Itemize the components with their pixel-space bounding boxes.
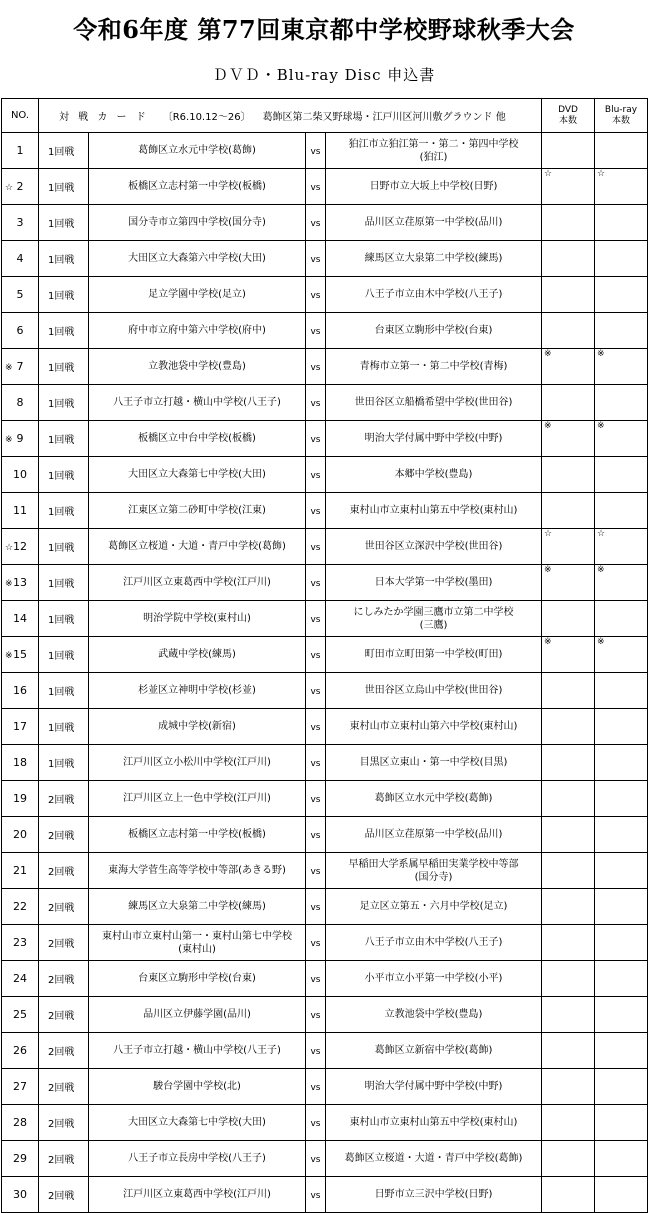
row-number-text: 15 — [13, 648, 27, 661]
header-dvd-count — [542, 99, 595, 133]
team-b-cell: 八王子市立由木中学校(八王子) — [326, 277, 542, 313]
row-number-text: 10 — [13, 468, 27, 481]
bluray-count-input[interactable] — [595, 961, 648, 997]
dvd-count-input[interactable]: ☆ — [542, 529, 595, 565]
team-a-cell: 杉並区立神明中学校(杉並) — [89, 673, 306, 709]
row-round: 2回戦 — [39, 1141, 89, 1177]
row-number-text: 29 — [13, 1152, 27, 1165]
header-match-card — [39, 99, 542, 133]
dvd-count-input[interactable] — [542, 457, 595, 493]
row-number — [2, 961, 39, 997]
team-a-cell: 板橋区立志村第一中学校(板橋) — [89, 169, 306, 205]
table-row — [2, 1033, 648, 1069]
row-round: 1回戦 — [39, 673, 89, 709]
vs-label: vs — [306, 1141, 326, 1177]
row-number-text: 3 — [16, 216, 24, 229]
row-round: 1回戦 — [39, 241, 89, 277]
team-b-cell: 狛江市立狛江第一・第二・第四中学校 (狛江) — [326, 133, 542, 169]
header-bluray-line1: Blu-ray — [604, 104, 638, 115]
row-mark: ※ — [5, 362, 13, 373]
team-a-cell: 成城中学校(新宿) — [89, 709, 306, 745]
vs-label: vs — [306, 1033, 326, 1069]
vs-label: vs — [306, 745, 326, 781]
dvd-count-input[interactable] — [542, 745, 595, 781]
page-title: 令和6年度 第77回東京都中学校野球秋季大会 — [73, 15, 575, 44]
row-round: 2回戦 — [39, 997, 89, 1033]
bluray-count-input[interactable] — [595, 817, 648, 853]
team-a-cell: 八王子市立打越・横山中学校(八王子) — [89, 1033, 306, 1069]
row-number — [2, 637, 39, 673]
row-number-text: 24 — [13, 972, 27, 985]
row-number — [2, 601, 39, 637]
table-row — [2, 637, 648, 673]
row-number — [2, 853, 39, 889]
dvd-count-input[interactable] — [542, 1177, 595, 1213]
dvd-count-input[interactable] — [542, 817, 595, 853]
dvd-count-input[interactable] — [542, 1141, 595, 1177]
team-b-cell: 八王子市立由木中学校(八王子) — [326, 925, 542, 961]
row-round: 2回戦 — [39, 817, 89, 853]
row-number — [2, 277, 39, 313]
table-row — [2, 169, 648, 205]
vs-label: vs — [306, 241, 326, 277]
team-a-cell: 江戸川区立東葛西中学校(江戸川) — [89, 565, 306, 601]
team-b-cell: 葛飾区立桜道・大道・青戸中学校(葛飾) — [326, 1141, 542, 1177]
header-no: NO. — [2, 99, 39, 133]
team-b-cell: 台東区立駒形中学校(台東) — [326, 313, 542, 349]
team-b-cell: 葛飾区立水元中学校(葛飾) — [326, 781, 542, 817]
table-row — [2, 277, 648, 313]
row-number — [2, 529, 39, 565]
row-round: 1回戦 — [39, 601, 89, 637]
team-a-cell: 東海大学菅生高等学校中等部(あきる野) — [89, 853, 306, 889]
team-b-cell: 東村山市立東村山第五中学校(東村山) — [326, 493, 542, 529]
row-number — [2, 673, 39, 709]
team-b-cell: 足立区立第五・六月中学校(足立) — [326, 889, 542, 925]
team-a-cell: 府中市立府中第六中学校(府中) — [89, 313, 306, 349]
dvd-count-input[interactable] — [542, 673, 595, 709]
form-subtitle: ＤＶＤ・Blu-ray Disc 申込書 — [212, 66, 436, 84]
row-round: 1回戦 — [39, 565, 89, 601]
header-card-label: 対 戦 カ ー ド — [59, 112, 149, 123]
row-number-text: 18 — [13, 756, 27, 769]
vs-label: vs — [306, 997, 326, 1033]
team-a-cell: 葛飾区立水元中学校(葛飾) — [89, 133, 306, 169]
dvd-count-input[interactable] — [542, 997, 595, 1033]
dvd-count-input[interactable] — [542, 889, 595, 925]
team-b-cell: 明治大学付属中野中学校(中野) — [326, 421, 542, 457]
table-row — [2, 817, 648, 853]
team-a-cell: 江戸川区立東葛西中学校(江戸川) — [89, 1177, 306, 1213]
row-round: 2回戦 — [39, 1033, 89, 1069]
dvd-count-input[interactable] — [542, 205, 595, 241]
vs-label: vs — [306, 853, 326, 889]
table-row — [2, 241, 648, 277]
table-row — [2, 745, 648, 781]
table-row — [2, 385, 648, 421]
bluray-count-input[interactable]: ※ — [595, 565, 648, 601]
row-number-text: 17 — [13, 720, 27, 733]
bluray-count-input[interactable] — [595, 673, 648, 709]
row-round: 2回戦 — [39, 889, 89, 925]
table-row — [2, 565, 648, 601]
row-number — [2, 349, 39, 385]
row-number — [2, 241, 39, 277]
team-a-cell: 駿台学園中学校(北) — [89, 1069, 306, 1105]
team-b-cell: 小平市立小平第一中学校(小平) — [326, 961, 542, 997]
dvd-count-input[interactable]: ※ — [542, 637, 595, 673]
header-dvd-line2: 本数 — [558, 115, 577, 126]
team-a-cell: 江戸川区立上一色中学校(江戸川) — [89, 781, 306, 817]
bluray-count-input[interactable] — [595, 1177, 648, 1213]
team-a-cell: 明治学院中学校(東村山) — [89, 601, 306, 637]
row-round: 2回戦 — [39, 1105, 89, 1141]
row-number-text: 27 — [13, 1080, 27, 1093]
table-row — [2, 529, 648, 565]
table-row — [2, 205, 648, 241]
dvd-count-input[interactable]: ※ — [542, 421, 595, 457]
row-mark: ※ — [5, 578, 13, 589]
row-round: 1回戦 — [39, 313, 89, 349]
team-b-cell: にしみたか学園三鷹市立第二中学校 (三鷹) — [326, 601, 542, 637]
vs-label: vs — [306, 349, 326, 385]
team-b-cell: 日本大学第一中学校(墨田) — [326, 565, 542, 601]
bluray-count-input[interactable] — [595, 205, 648, 241]
row-round: 2回戦 — [39, 1177, 89, 1213]
team-b-cell: 日野市立大坂上中学校(日野) — [326, 169, 542, 205]
row-number — [2, 205, 39, 241]
row-mark: ☆ — [5, 182, 14, 193]
team-a-cell: 台東区立駒形中学校(台東) — [89, 961, 306, 997]
row-number-text: 8 — [16, 396, 24, 409]
row-number — [2, 817, 39, 853]
dvd-count-input[interactable] — [542, 241, 595, 277]
row-number — [2, 1069, 39, 1105]
row-round: 1回戦 — [39, 133, 89, 169]
header-bluray-line2: 本数 — [611, 115, 630, 126]
row-round: 1回戦 — [39, 421, 89, 457]
bluray-count-input[interactable]: ※ — [595, 637, 648, 673]
bluray-count-input[interactable] — [595, 781, 648, 817]
row-number-text: 22 — [13, 900, 27, 913]
bluray-count-input[interactable] — [595, 385, 648, 421]
vs-label: vs — [306, 493, 326, 529]
dvd-count-input[interactable] — [542, 853, 595, 889]
row-mark: ☆ — [5, 542, 14, 553]
header-bluray-count — [595, 99, 648, 133]
team-b-cell: 品川区立荏原第一中学校(品川) — [326, 817, 542, 853]
team-a-cell: 板橋区立志村第一中学校(板橋) — [89, 817, 306, 853]
bluray-count-input[interactable] — [595, 997, 648, 1033]
dvd-count-input[interactable]: ※ — [542, 349, 595, 385]
table-row — [2, 853, 648, 889]
row-number-text: 19 — [13, 792, 27, 805]
row-number — [2, 457, 39, 493]
vs-label: vs — [306, 169, 326, 205]
team-a-cell: 武蔵中学校(練馬) — [89, 637, 306, 673]
row-round: 1回戦 — [39, 529, 89, 565]
row-number — [2, 385, 39, 421]
team-a-cell: 品川区立伊藤学園(品川) — [89, 997, 306, 1033]
row-number — [2, 421, 39, 457]
bluray-count-input[interactable] — [595, 493, 648, 529]
header-dates: 〔R6.10.12～26〕 — [162, 112, 251, 123]
team-b-cell: 品川区立荏原第一中学校(品川) — [326, 205, 542, 241]
team-a-cell: 練馬区立大泉第二中学校(練馬) — [89, 889, 306, 925]
table-row — [2, 1069, 648, 1105]
vs-label: vs — [306, 565, 326, 601]
vs-label: vs — [306, 817, 326, 853]
table-row — [2, 781, 648, 817]
team-a-cell: 足立学園中学校(足立) — [89, 277, 306, 313]
bluray-count-input[interactable] — [595, 889, 648, 925]
vs-label: vs — [306, 1069, 326, 1105]
header-dvd-line1: DVD — [558, 104, 578, 115]
table-row — [2, 961, 648, 997]
vs-label: vs — [306, 709, 326, 745]
vs-label: vs — [306, 133, 326, 169]
bluray-count-input[interactable]: ☆ — [595, 169, 648, 205]
table-row — [2, 457, 648, 493]
row-number-text: 2 — [16, 180, 24, 193]
row-mark: ※ — [5, 434, 13, 445]
table-row — [2, 925, 648, 961]
row-mark: ※ — [5, 650, 13, 661]
team-a-cell: 葛飾区立桜道・大道・青戸中学校(葛飾) — [89, 529, 306, 565]
row-number-text: 14 — [13, 612, 27, 625]
vs-label: vs — [306, 313, 326, 349]
team-a-cell: 八王子市立打越・横山中学校(八王子) — [89, 385, 306, 421]
bluray-count-input[interactable] — [595, 241, 648, 277]
team-b-cell: 目黒区立東山・第一中学校(目黒) — [326, 745, 542, 781]
table-row — [2, 493, 648, 529]
vs-label: vs — [306, 637, 326, 673]
bluray-count-input[interactable] — [595, 277, 648, 313]
row-number — [2, 745, 39, 781]
row-round: 1回戦 — [39, 457, 89, 493]
table-row — [2, 997, 648, 1033]
bluray-count-input[interactable] — [595, 853, 648, 889]
dvd-count-input[interactable] — [542, 601, 595, 637]
vs-label: vs — [306, 457, 326, 493]
team-b-cell: 世田谷区立船橋希望中学校(世田谷) — [326, 385, 542, 421]
team-a-cell: 国分寺市立第四中学校(国分寺) — [89, 205, 306, 241]
row-number-text: 20 — [13, 828, 27, 841]
row-number-text: 12 — [13, 540, 27, 553]
vs-label: vs — [306, 385, 326, 421]
team-b-cell: 本郷中学校(豊島) — [326, 457, 542, 493]
row-number — [2, 169, 39, 205]
vs-label: vs — [306, 1177, 326, 1213]
row-number — [2, 1177, 39, 1213]
dvd-count-input[interactable] — [542, 709, 595, 745]
team-b-cell: 立教池袋中学校(豊島) — [326, 997, 542, 1033]
row-number-text: 21 — [13, 864, 27, 877]
row-number — [2, 565, 39, 601]
row-number-text: 5 — [16, 288, 24, 301]
bluray-count-input[interactable] — [595, 313, 648, 349]
dvd-count-input[interactable]: ※ — [542, 565, 595, 601]
dvd-count-input[interactable] — [542, 781, 595, 817]
bluray-count-input[interactable]: ※ — [595, 349, 648, 385]
team-b-cell: 明治大学付属中野中学校(中野) — [326, 1069, 542, 1105]
match-table — [1, 98, 648, 1213]
row-round: 1回戦 — [39, 349, 89, 385]
vs-label: vs — [306, 961, 326, 997]
row-number-text: 4 — [16, 252, 24, 265]
bluray-count-input[interactable]: ※ — [595, 421, 648, 457]
bluray-count-input[interactable] — [595, 601, 648, 637]
team-b-cell: 練馬区立大泉第二中学校(練馬) — [326, 241, 542, 277]
row-number — [2, 313, 39, 349]
row-number — [2, 1141, 39, 1177]
team-a-cell: 八王子市立長房中学校(八王子) — [89, 1141, 306, 1177]
row-number-text: 9 — [16, 432, 24, 445]
row-number — [2, 925, 39, 961]
bluray-count-input[interactable] — [595, 745, 648, 781]
vs-label: vs — [306, 925, 326, 961]
vs-label: vs — [306, 781, 326, 817]
row-number — [2, 709, 39, 745]
bluray-count-input[interactable] — [595, 1033, 648, 1069]
row-round: 2回戦 — [39, 853, 89, 889]
dvd-count-input[interactable] — [542, 493, 595, 529]
row-round: 1回戦 — [39, 277, 89, 313]
team-a-cell: 大田区立大森第六中学校(大田) — [89, 241, 306, 277]
dvd-count-input[interactable] — [542, 925, 595, 961]
table-row — [2, 1141, 648, 1177]
bluray-count-input[interactable]: ☆ — [595, 529, 648, 565]
dvd-count-input[interactable] — [542, 961, 595, 997]
dvd-count-input[interactable] — [542, 133, 595, 169]
row-round: 2回戦 — [39, 961, 89, 997]
row-round: 1回戦 — [39, 637, 89, 673]
row-number — [2, 1033, 39, 1069]
row-number — [2, 781, 39, 817]
table-row — [2, 889, 648, 925]
team-a-cell: 江戸川区立小松川中学校(江戸川) — [89, 745, 306, 781]
bluray-count-input[interactable] — [595, 1141, 648, 1177]
row-number-text: 28 — [13, 1116, 27, 1129]
bluray-count-input[interactable] — [595, 925, 648, 961]
table-row — [2, 133, 648, 169]
bluray-count-input[interactable] — [595, 1069, 648, 1105]
bluray-count-input[interactable] — [595, 133, 648, 169]
dvd-count-input[interactable] — [542, 385, 595, 421]
row-round: 1回戦 — [39, 385, 89, 421]
team-a-cell: 大田区立大森第七中学校(大田) — [89, 1105, 306, 1141]
row-round: 1回戦 — [39, 745, 89, 781]
row-number-text: 26 — [13, 1044, 27, 1057]
dvd-count-input[interactable]: ☆ — [542, 169, 595, 205]
row-number-text: 7 — [16, 360, 24, 373]
dvd-count-input[interactable] — [542, 277, 595, 313]
bluray-count-input[interactable] — [595, 457, 648, 493]
row-number — [2, 997, 39, 1033]
row-round: 1回戦 — [39, 709, 89, 745]
row-number — [2, 493, 39, 529]
row-number-text: 11 — [13, 504, 27, 517]
team-b-cell: 東村山市立東村山第五中学校(東村山) — [326, 1105, 542, 1141]
row-round: 1回戦 — [39, 205, 89, 241]
row-round: 1回戦 — [39, 169, 89, 205]
dvd-count-input[interactable] — [542, 1033, 595, 1069]
team-b-cell: 世田谷区立深沢中学校(世田谷) — [326, 529, 542, 565]
table-header-row — [2, 99, 648, 133]
vs-label: vs — [306, 277, 326, 313]
vs-label: vs — [306, 421, 326, 457]
table-row — [2, 349, 648, 385]
team-b-cell: 青梅市立第一・第二中学校(青梅) — [326, 349, 542, 385]
team-a-cell: 江東区立第二砂町中学校(江東) — [89, 493, 306, 529]
vs-label: vs — [306, 601, 326, 637]
team-b-cell: 町田市立町田第一中学校(町田) — [326, 637, 542, 673]
team-a-cell: 大田区立大森第七中学校(大田) — [89, 457, 306, 493]
row-number — [2, 133, 39, 169]
table-row — [2, 709, 648, 745]
row-number-text: 16 — [13, 684, 27, 697]
team-b-cell: 東村山市立東村山第六中学校(東村山) — [326, 709, 542, 745]
row-number-text: 25 — [13, 1008, 27, 1021]
vs-label: vs — [306, 1105, 326, 1141]
table-row — [2, 673, 648, 709]
team-a-cell: 立教池袋中学校(豊島) — [89, 349, 306, 385]
vs-label: vs — [306, 889, 326, 925]
header-venue: 葛飾区第二柴又野球場・江戸川区河川敷グラウンド 他 — [262, 112, 506, 123]
row-number-text: 6 — [16, 324, 24, 337]
row-round: 2回戦 — [39, 925, 89, 961]
vs-label: vs — [306, 205, 326, 241]
table-row — [2, 1177, 648, 1213]
table-row — [2, 313, 648, 349]
row-round: 2回戦 — [39, 781, 89, 817]
team-b-cell: 日野市立三沢中学校(日野) — [326, 1177, 542, 1213]
team-a-cell: 板橋区立中台中学校(板橋) — [89, 421, 306, 457]
row-number — [2, 889, 39, 925]
row-round: 2回戦 — [39, 1069, 89, 1105]
bluray-count-input[interactable] — [595, 709, 648, 745]
table-row — [2, 601, 648, 637]
team-a-cell: 東村山市立東村山第一・東村山第七中学校 (東村山) — [89, 925, 306, 961]
row-round: 1回戦 — [39, 493, 89, 529]
dvd-count-input[interactable] — [542, 1069, 595, 1105]
team-b-cell: 早稲田大学系属早稲田実業学校中等部 (国分寺) — [326, 853, 542, 889]
team-b-cell: 世田谷区立烏山中学校(世田谷) — [326, 673, 542, 709]
row-number-text: 23 — [13, 936, 27, 949]
dvd-count-input[interactable] — [542, 313, 595, 349]
team-b-cell: 葛飾区立新宿中学校(葛飾) — [326, 1033, 542, 1069]
row-number-text: 13 — [13, 576, 27, 589]
row-number-text: 1 — [16, 144, 24, 157]
vs-label: vs — [306, 673, 326, 709]
row-number-text: 30 — [13, 1188, 27, 1201]
vs-label: vs — [306, 529, 326, 565]
table-row — [2, 421, 648, 457]
